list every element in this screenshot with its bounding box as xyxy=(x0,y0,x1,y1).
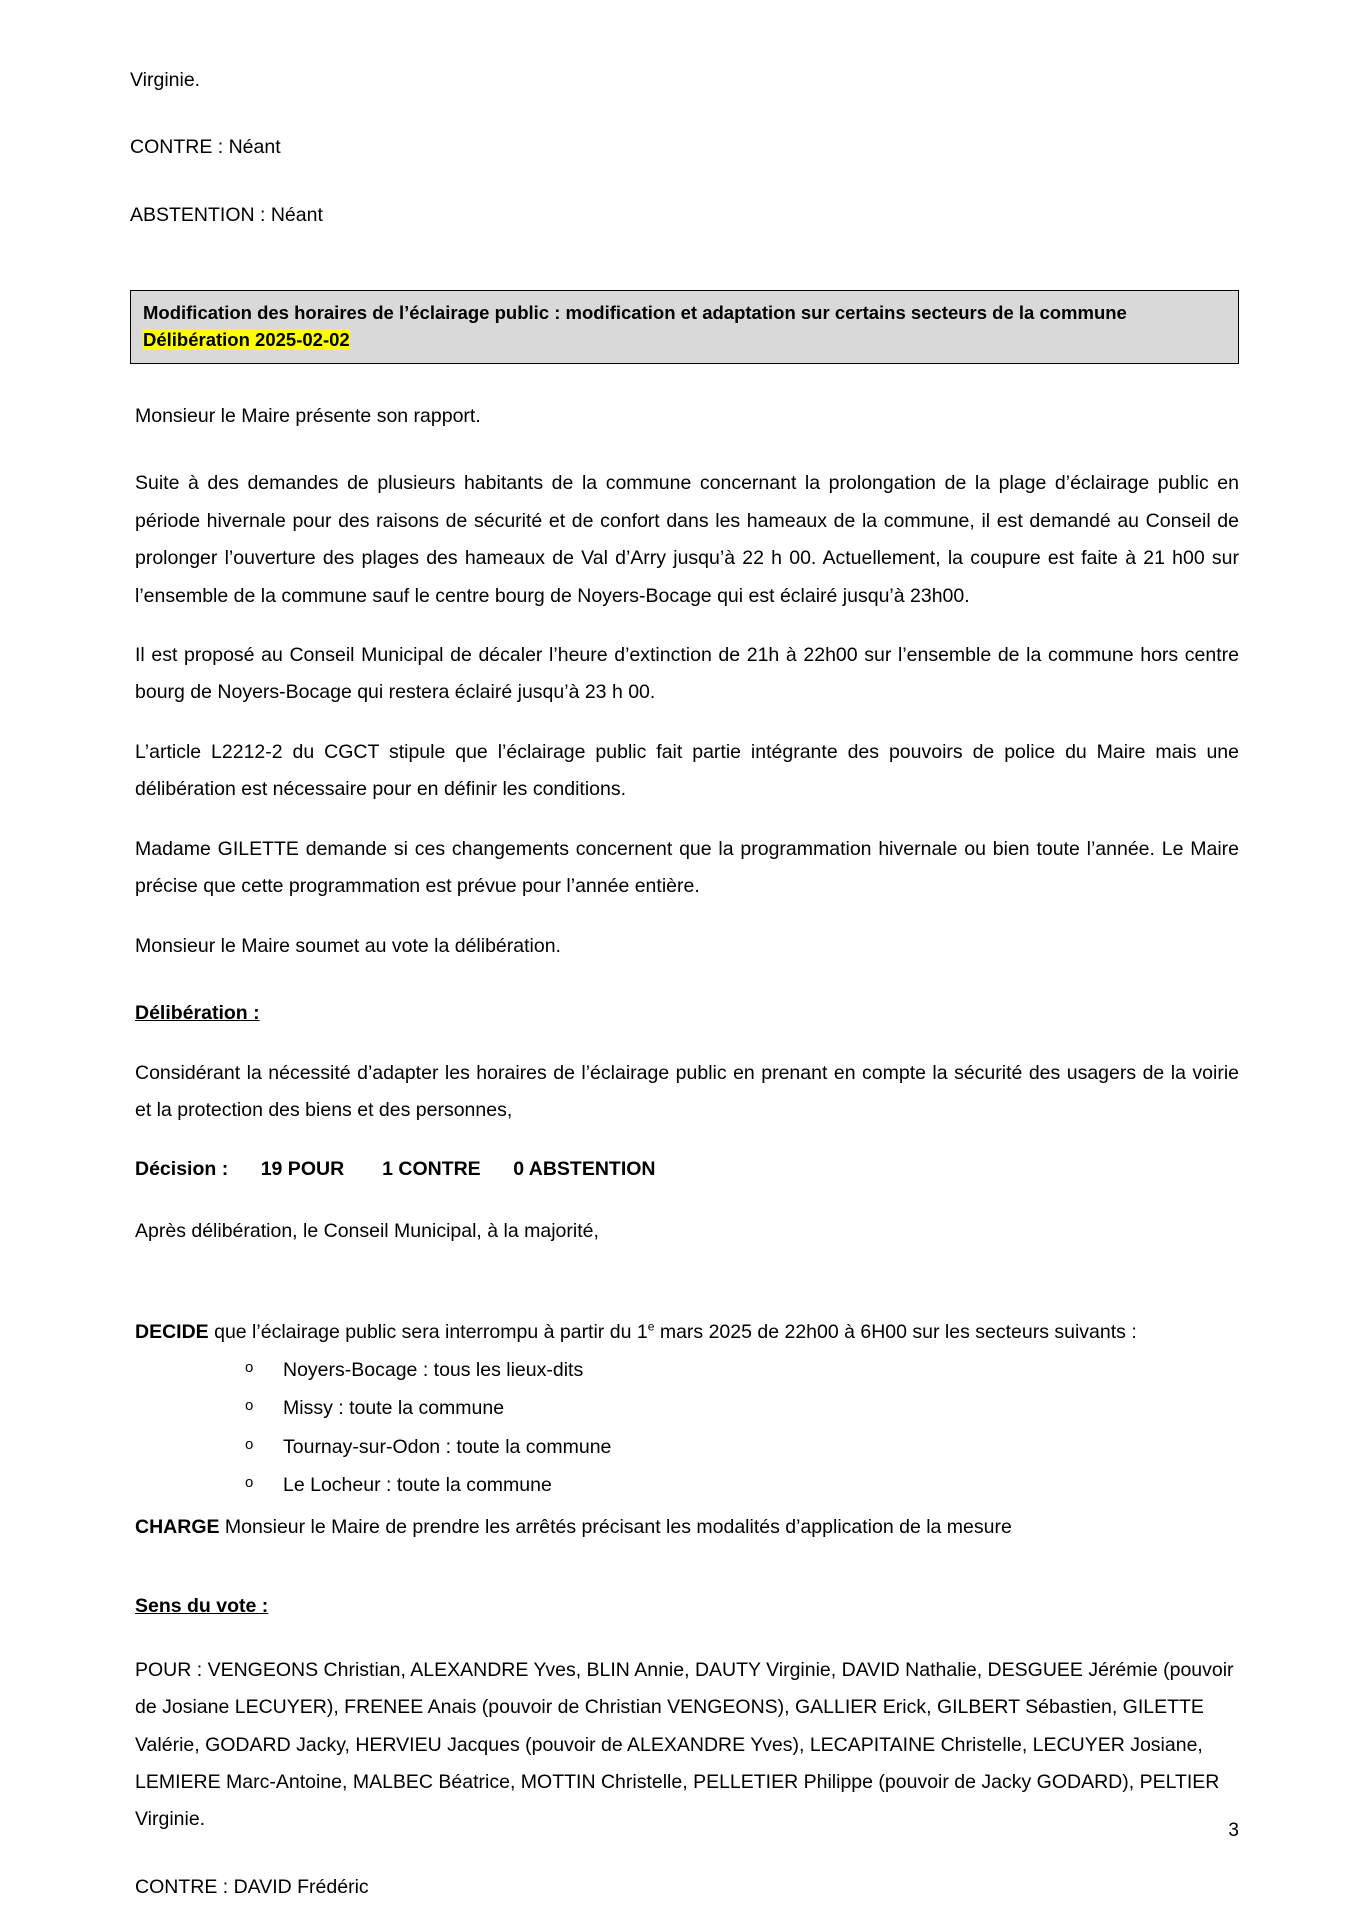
list-item xyxy=(135,1431,1239,1465)
decision-label: Décision : xyxy=(135,1158,229,1181)
paragraph-proposition: Il est proposé au Conseil Municipal de décaler l’heure d’extinction de 21h à 22h00 sur l’ensemble de la commune hors centre bourg de Noyers-Bocage qui restera éclairé jusqu’à 23 h 00. xyxy=(135,644,1239,704)
bullet-circle-icon: o xyxy=(245,1435,254,1453)
decide-text-after: mars 2025 de 22h00 à 6H00 sur les secteurs suivants : xyxy=(654,1321,1137,1344)
deliberation-content xyxy=(135,398,1239,1907)
deliberation-header-box xyxy=(130,290,1239,364)
heading-deliberation: Délibération : xyxy=(135,1002,260,1025)
abstention-neant-line: ABSTENTION : Néant xyxy=(130,203,323,226)
charge-text: Monsieur le Maire de prendre les arrêtés précisant les modalités d’application de la mesure xyxy=(219,1515,1012,1538)
bullet-circle-icon: o xyxy=(245,1358,254,1376)
deliberation-title: Modification des horaires de l’éclairage public : modification et adaptation sur certains secteurs de la commune xyxy=(143,302,1127,324)
bullet-circle-icon: o xyxy=(245,1397,254,1415)
sector-label: Le Locheur : toute la commune xyxy=(283,1474,552,1497)
sectors-list xyxy=(135,1354,1239,1503)
paragraph-charge xyxy=(135,1509,1239,1546)
document-body xyxy=(130,62,1239,1906)
paragraph-gilette-question: Madame GILETTE demande si ces changements concernent que la programmation hivernale ou bien toute l’année. Le Maire précise que cette programmation est prévue pour l’année entière. xyxy=(135,837,1239,898)
paragraph-decide xyxy=(135,1314,1239,1351)
bullet-circle-icon: o xyxy=(245,1474,254,1492)
decision-abstention: 0 ABSTENTION xyxy=(513,1158,656,1181)
paragraph-considerant: Considérant la nécessité d’adapter les horaires de l’éclairage public en prenant en compte la sécurité des usagers de la voirie et la protection des biens et des personnes, xyxy=(135,1061,1239,1121)
list-item xyxy=(135,1392,1239,1426)
charge-keyword: CHARGE xyxy=(135,1515,220,1538)
contre-neant-line: CONTRE : Néant xyxy=(130,136,281,159)
decide-text-before: que l’éclairage public sera interrompu à partir du 1 xyxy=(208,1321,648,1344)
decide-keyword: DECIDE xyxy=(135,1321,209,1344)
paragraph-apres-deliberation: Après délibération, le Conseil Municipal, à la majorité, xyxy=(135,1219,599,1242)
decision-pour: 19 POUR xyxy=(260,1158,345,1181)
vertical-spacer xyxy=(135,1280,1239,1314)
sector-label: Noyers-Bocage : tous les lieux-dits xyxy=(283,1358,584,1381)
continued-line-virginie: Virginie. xyxy=(130,69,201,91)
decide-superscript: e xyxy=(647,1319,655,1334)
list-item xyxy=(135,1354,1239,1388)
deliberation-number-highlight: Délibération 2025-02-02 xyxy=(143,328,350,350)
paragraph-contexte: Suite à des demandes de plusieurs habitants de la commune concernant la prolongation de la plage d’éclairage public en période hivernale pour des raisons de sécurité et de confort dans les hameaux de la commune, il est demandé au Conseil de prolonger l’ouverture des plages des hameaux de Val d’Arry jusqu’à 22 h 00. Actuellement, la coupure est faite à 21 h00 sur l’ensemble de la commune sauf le centre bourg de Noyers-Bocage qui est éclairé jusqu’à 23h00. xyxy=(135,472,1239,607)
decision-row xyxy=(135,1151,1239,1188)
page-number: 3 xyxy=(1228,1820,1239,1841)
heading-sens-du-vote: Sens du vote : xyxy=(135,1595,269,1618)
paragraph-soumet-vote: Monsieur le Maire soumet au vote la délibération. xyxy=(135,934,561,957)
decision-contre: 1 CONTRE xyxy=(382,1158,481,1181)
voters-pour-list: POUR : VENGEONS Christian, ALEXANDRE Yves, BLIN Annie, DAUTY Virginie, DAVID Nathalie, DESGUEE Jérémie (pouvoir de Josiane LECUYER), FRENEE Anais (pouvoir de Christian VENGEONS), GALLIER Erick, GILBERT Sébastien, GILETTE Valérie, GODARD Jacky, HERVIEU Jacques (pouvoir de ALEXANDRE Yves), LECAPITAINE Christelle, LECUYER Josiane, LEMIERE Marc-Antoine, MALBEC Béatrice, MOTTIN Christelle, PELLETIER Philippe (pouvoir de Jacky GODARD), PELTIER Virginie. xyxy=(135,1658,1234,1831)
sector-label: Missy : toute la commune xyxy=(283,1397,505,1420)
paragraph-rapport: Monsieur le Maire présente son rapport. xyxy=(135,404,481,427)
paragraph-article-cgct: L’article L2212-2 du CGCT stipule que l’éclairage public fait partie intégrante des pouvoirs de police du Maire mais une délibération est nécessaire pour en définir les conditions. xyxy=(135,740,1239,801)
list-item xyxy=(135,1469,1239,1503)
voters-contre-list: CONTRE : DAVID Frédéric xyxy=(135,1875,369,1898)
sector-label: Tournay-sur-Odon : toute la commune xyxy=(283,1435,612,1458)
